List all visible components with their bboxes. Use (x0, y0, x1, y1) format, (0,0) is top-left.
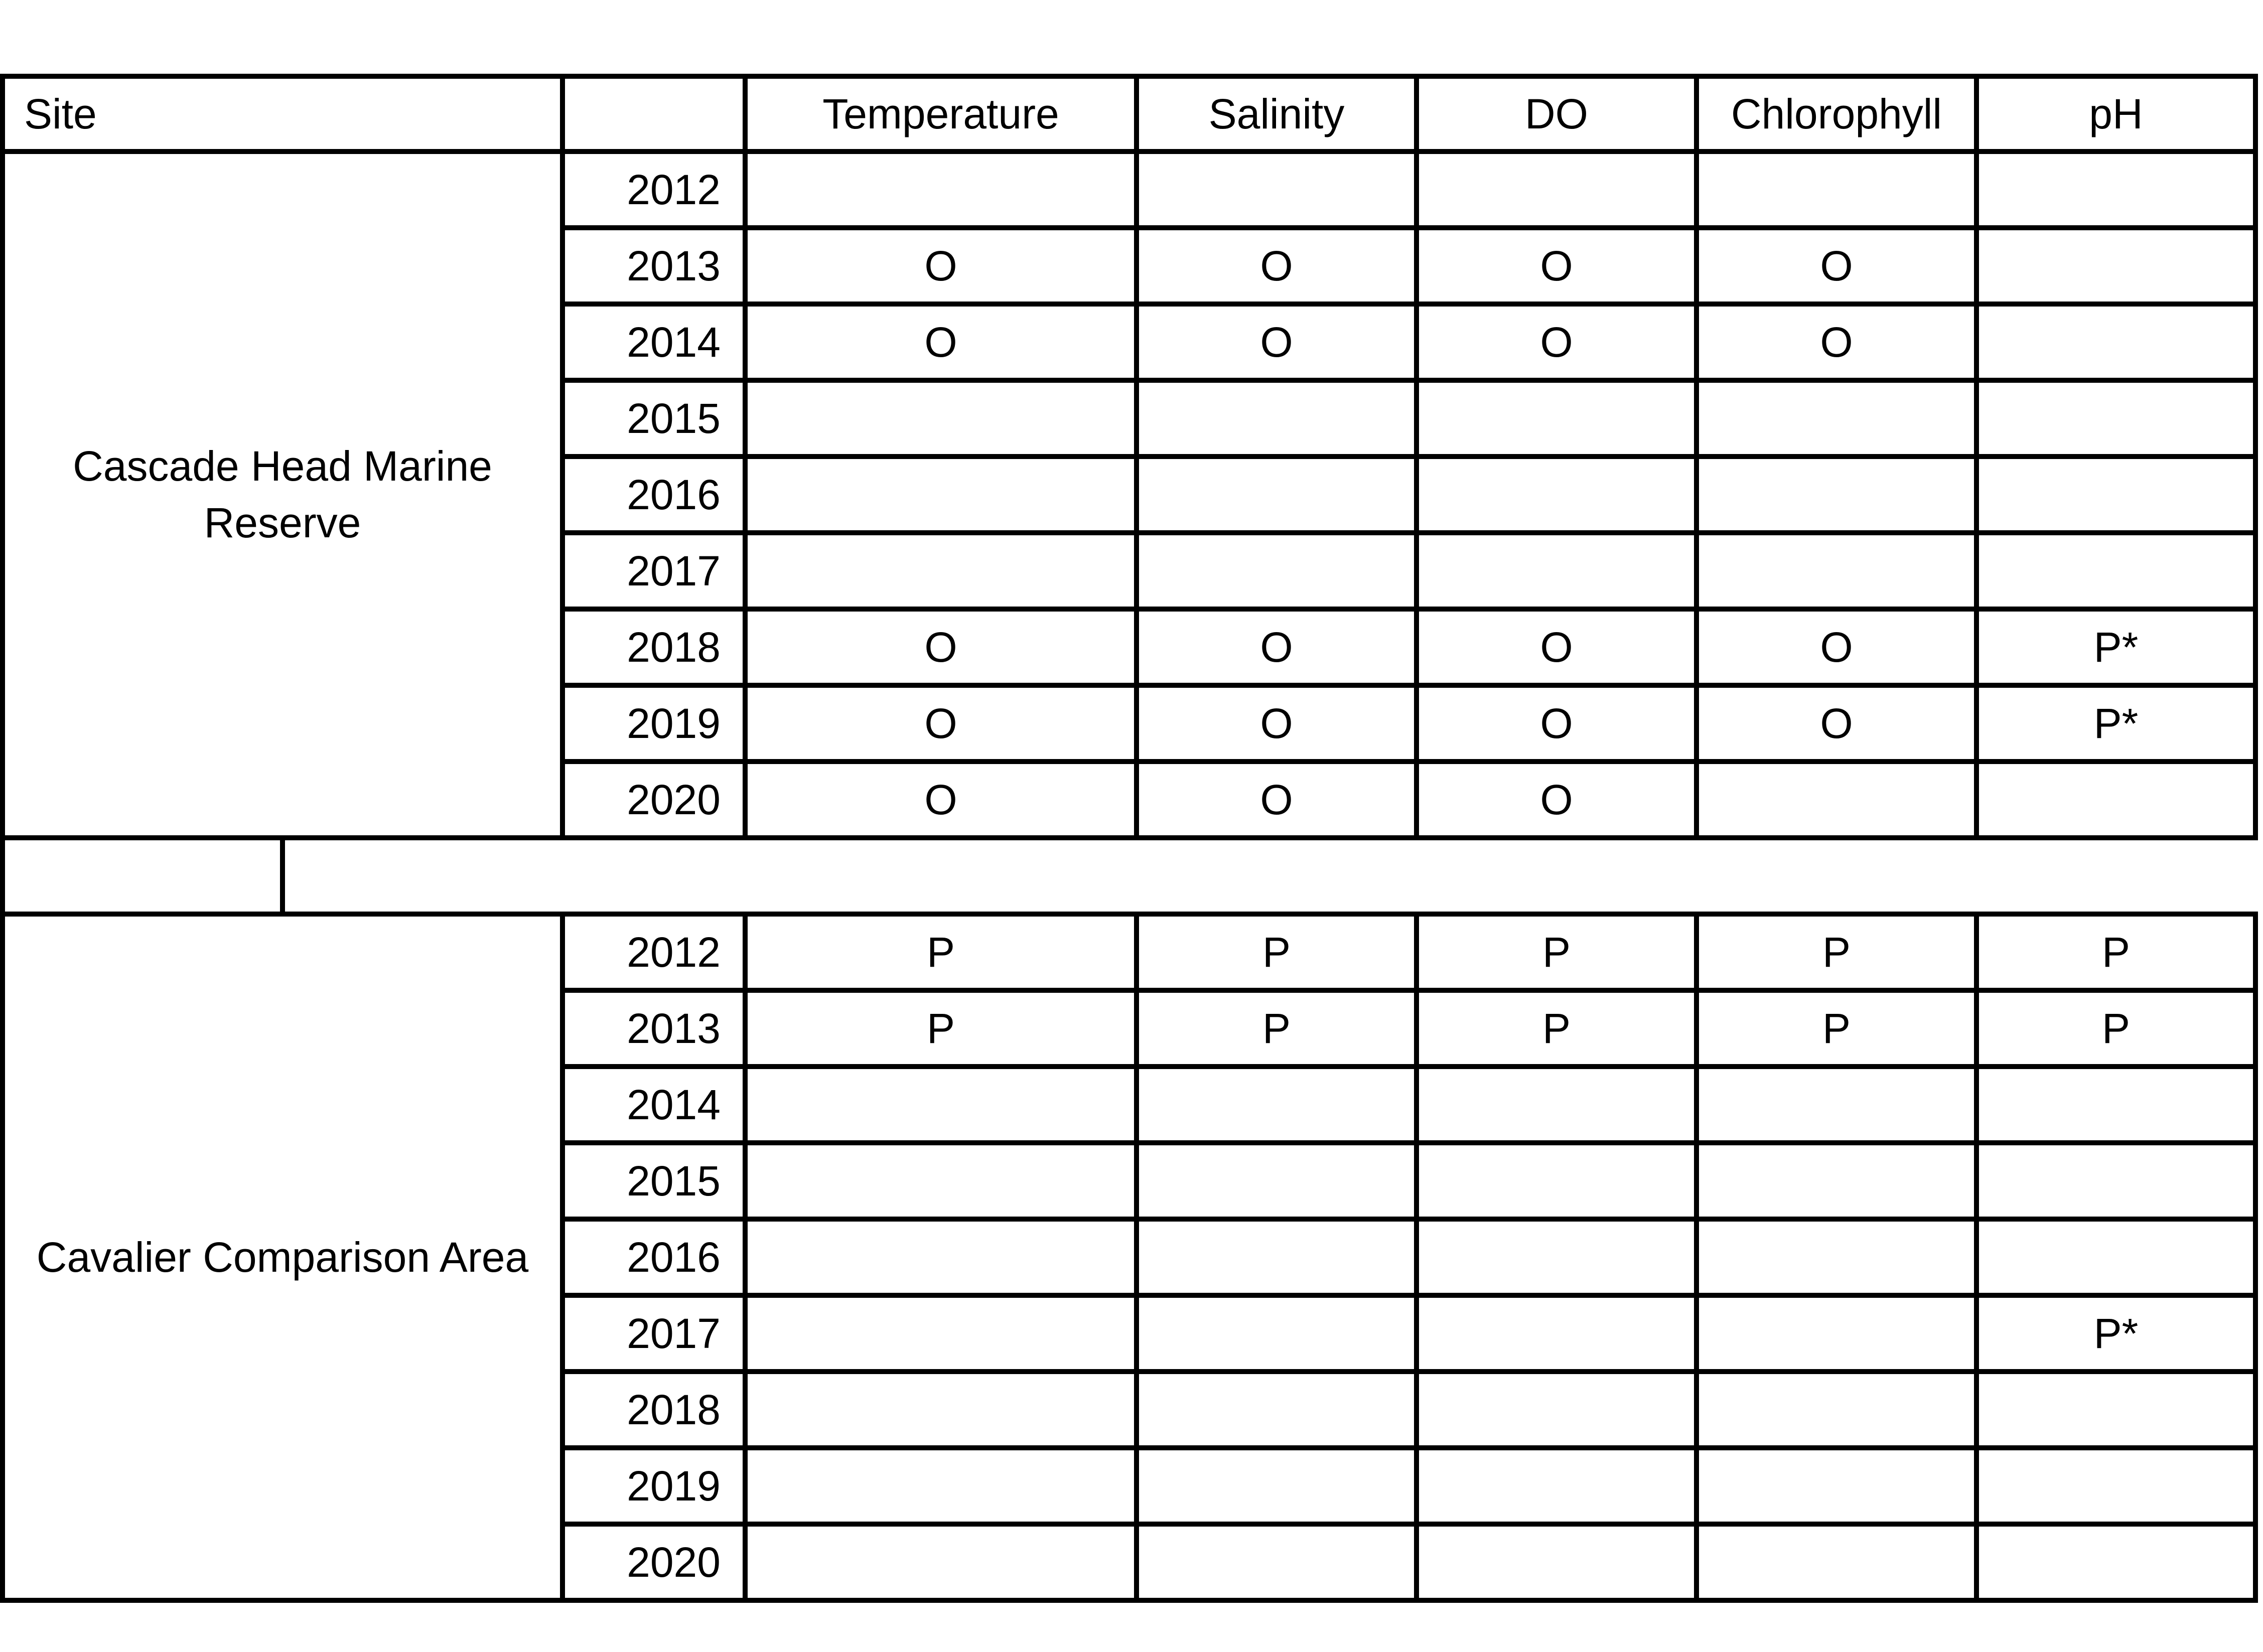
data-cell: P (1696, 990, 1976, 1067)
data-cell (1696, 533, 1976, 609)
data-cell: P (1417, 914, 1696, 990)
site-name-cell: Cavalier Comparison Area (3, 914, 562, 1600)
data-cell (1417, 1524, 1696, 1600)
data-cell (1137, 533, 1417, 609)
year-cell: 2012 (562, 914, 745, 990)
year-cell: 2018 (562, 1372, 745, 1448)
data-cell: O (745, 609, 1137, 685)
data-cell (1417, 1295, 1696, 1372)
data-cell: O (1696, 228, 1976, 304)
data-cell (1696, 1067, 1976, 1143)
data-cell (1976, 228, 2255, 304)
data-cell (745, 533, 1137, 609)
data-cell (1696, 1219, 1976, 1295)
data-cell: O (1417, 609, 1696, 685)
year-cell: 2019 (562, 685, 745, 762)
year-cell: 2017 (562, 533, 745, 609)
data-cell: O (1137, 685, 1417, 762)
column-header-temperature: Temperature (745, 76, 1137, 152)
data-cell: P (1696, 914, 1976, 990)
data-cell (1696, 1295, 1976, 1372)
data-cell (1417, 1219, 1696, 1295)
data-cell (1696, 1448, 1976, 1524)
data-cell: P (1976, 990, 2255, 1067)
year-cell: 2013 (562, 990, 745, 1067)
data-cell (745, 1067, 1137, 1143)
data-cell (1417, 1143, 1696, 1219)
spacer-cell (3, 838, 282, 914)
data-cell (1137, 1067, 1417, 1143)
data-cell (1137, 1524, 1417, 1600)
data-cell (1417, 533, 1696, 609)
year-cell: 2020 (562, 1524, 745, 1600)
table-row (3, 914, 2255, 990)
year-cell: 2013 (562, 228, 745, 304)
data-cell (1417, 1448, 1696, 1524)
year-column-header (562, 76, 745, 152)
data-cell: P (1137, 990, 1417, 1067)
data-cell (1137, 1372, 1417, 1448)
table-row (3, 152, 2255, 228)
data-cell (1137, 1448, 1417, 1524)
data-cell (1976, 1143, 2255, 1219)
data-cell (1976, 1372, 2255, 1448)
table-body (3, 76, 2255, 1600)
year-cell: 2016 (562, 1219, 745, 1295)
data-cell (745, 1295, 1137, 1372)
year-cell: 2014 (562, 1067, 745, 1143)
site-name-cell: Cascade Head Marine Reserve (3, 152, 562, 838)
data-cell: O (1137, 304, 1417, 380)
data-cell (745, 457, 1137, 533)
header-row (3, 76, 2255, 152)
data-cell (1417, 380, 1696, 457)
column-header-salinity: Salinity (1137, 76, 1417, 152)
data-cell: O (1417, 685, 1696, 762)
data-cell (745, 152, 1137, 228)
monitoring-table (0, 74, 2258, 1603)
data-cell: O (745, 228, 1137, 304)
data-table-container (0, 74, 2253, 1603)
data-cell (1417, 1067, 1696, 1143)
data-cell (1976, 1448, 2255, 1524)
data-cell: O (1417, 304, 1696, 380)
data-cell (1137, 1143, 1417, 1219)
data-cell (745, 1219, 1137, 1295)
year-cell: 2015 (562, 380, 745, 457)
data-cell (1137, 380, 1417, 457)
data-cell (745, 1372, 1137, 1448)
data-cell: O (1417, 762, 1696, 838)
data-cell: P (1976, 914, 2255, 990)
data-cell (1696, 1143, 1976, 1219)
column-header-do: DO (1417, 76, 1696, 152)
data-cell: O (1137, 228, 1417, 304)
data-cell: P (1137, 914, 1417, 990)
data-cell: P* (1976, 685, 2255, 762)
data-cell: O (745, 762, 1137, 838)
year-cell: 2018 (562, 609, 745, 685)
data-cell: P (745, 914, 1137, 990)
year-cell: 2015 (562, 1143, 745, 1219)
data-cell (1976, 152, 2255, 228)
data-cell (745, 1524, 1137, 1600)
data-cell: P (1417, 990, 1696, 1067)
data-cell (1417, 457, 1696, 533)
column-header-chlorophyll: Chlorophyll (1696, 76, 1976, 152)
data-cell: O (745, 304, 1137, 380)
year-cell: 2016 (562, 457, 745, 533)
column-header-ph: pH (1976, 76, 2255, 152)
data-cell (1976, 1524, 2255, 1600)
year-cell: 2020 (562, 762, 745, 838)
data-cell (1976, 380, 2255, 457)
data-cell: P* (1976, 609, 2255, 685)
data-cell: O (1417, 228, 1696, 304)
data-cell (1696, 457, 1976, 533)
data-cell (1696, 1524, 1976, 1600)
site-column-header: Site (3, 76, 562, 152)
data-cell (1696, 1372, 1976, 1448)
data-cell (1976, 762, 2255, 838)
year-cell: 2014 (562, 304, 745, 380)
data-cell (1137, 457, 1417, 533)
year-cell: 2012 (562, 152, 745, 228)
data-cell (1976, 457, 2255, 533)
data-cell (1696, 762, 1976, 838)
spacer-cell (282, 838, 2255, 914)
data-cell (745, 1448, 1137, 1524)
year-cell: 2017 (562, 1295, 745, 1372)
data-cell: P* (1976, 1295, 2255, 1372)
data-cell (1137, 152, 1417, 228)
spacer-row (3, 838, 2255, 914)
data-cell (745, 1143, 1137, 1219)
year-cell: 2019 (562, 1448, 745, 1524)
data-cell (1976, 1219, 2255, 1295)
data-cell (1976, 533, 2255, 609)
data-cell (1696, 380, 1976, 457)
data-cell (1696, 152, 1976, 228)
data-cell: O (745, 685, 1137, 762)
data-cell (1417, 1372, 1696, 1448)
data-cell: O (1137, 762, 1417, 838)
data-cell (1137, 1295, 1417, 1372)
data-cell (1976, 304, 2255, 380)
data-cell: O (1696, 685, 1976, 762)
data-cell: O (1696, 609, 1976, 685)
data-cell (1976, 1067, 2255, 1143)
data-cell (1137, 1219, 1417, 1295)
data-cell: O (1137, 609, 1417, 685)
data-cell (1417, 152, 1696, 228)
data-cell: O (1696, 304, 1976, 380)
data-cell: P (745, 990, 1137, 1067)
data-cell (745, 380, 1137, 457)
